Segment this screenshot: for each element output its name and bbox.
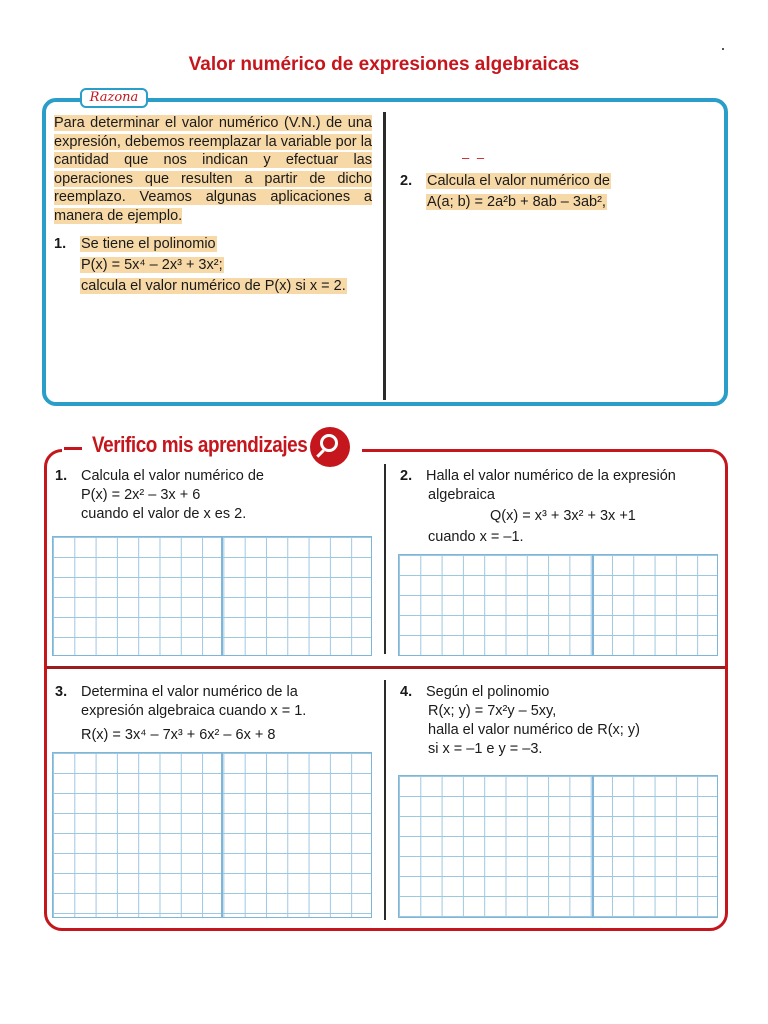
- answer-grid-2-midline: [592, 554, 594, 656]
- question-2-line1: Halla el valor numérico de la expresión: [426, 468, 676, 484]
- razona-item-2-number: 2.: [400, 173, 413, 189]
- question-4-line3: halla el valor numérico de R(x; y): [428, 722, 640, 738]
- verifico-title: Verifico mis aprendizajes: [92, 432, 308, 457]
- column-divider-top: [384, 464, 386, 654]
- question-3-number: 3.: [55, 684, 68, 700]
- question-2-line4: cuando x = –1.: [428, 529, 524, 545]
- question-3-line1: Determina el valor numérico de la: [81, 684, 298, 700]
- question-3: [55, 683, 306, 745]
- question-4-line4: si x = –1 e y = –3.: [428, 741, 543, 757]
- answer-grid-2[interactable]: [398, 554, 718, 656]
- question-1-line1: Calcula el valor numérico de: [81, 468, 264, 484]
- page-title: Valor numérico de expresiones algebraicas: [188, 54, 580, 75]
- answer-grid-3[interactable]: [52, 752, 372, 918]
- answer-grid-1-midline: [221, 536, 223, 656]
- question-4-line1: Según el polinomio: [426, 684, 550, 700]
- verifico-title-dash: [64, 447, 82, 450]
- dash-mark: – –: [462, 150, 487, 165]
- razona-item-2-line2: A(a; b) = 2a²b + 8ab – 3ab²,: [427, 194, 606, 210]
- column-divider-bottom: [384, 680, 386, 920]
- page-dot: [722, 48, 724, 50]
- answer-grid-1[interactable]: [52, 536, 372, 656]
- razona-item-2: [400, 171, 611, 213]
- razona-intro-text: Para determinar el valor numérico (V.N.) de una expresión, debemos reemplazar la variable por la cantidad que nos indican y efectuar las operaciones que resulten a partir de dicho reemplazo. Veamos algunas aplicaciones a manera de ejemplo.: [54, 115, 372, 224]
- question-1-line2: P(x) = 2x² – 3x + 6: [81, 487, 201, 503]
- razona-item-2-line1: Calcula el valor numérico de: [427, 173, 610, 189]
- question-4-number: 4.: [400, 684, 413, 700]
- question-3-line3: R(x) = 3x⁴ – 7x³ + 6x² – 6x + 8: [81, 727, 276, 743]
- razona-item-1: [54, 234, 347, 297]
- question-2-number: 2.: [400, 468, 413, 484]
- question-2-line2: algebraica: [428, 487, 495, 503]
- question-1-line3: cuando el valor de x es 2.: [81, 506, 247, 522]
- answer-grid-3-midline: [221, 752, 223, 918]
- razona-item-1-line3: calcula el valor numérico de P(x) si x = 2.: [81, 278, 346, 294]
- question-3-line2: expresión algebraica cuando x = 1.: [81, 703, 307, 719]
- question-2: [400, 467, 676, 547]
- question-4-line2: R(x; y) = 7x²y – 5xy,: [428, 703, 557, 719]
- row-divider: [47, 666, 725, 669]
- question-1: [55, 467, 264, 524]
- razona-divider: [383, 112, 386, 400]
- razona-item-1-line1: Se tiene el polinomio: [81, 236, 216, 252]
- razona-intro: [54, 114, 372, 225]
- question-4: [400, 683, 640, 759]
- question-1-number: 1.: [55, 468, 68, 484]
- razona-item-1-number: 1.: [54, 236, 67, 252]
- answer-grid-4-midline: [592, 775, 594, 918]
- razona-tab: Razona: [80, 88, 148, 108]
- razona-item-1-line2: P(x) = 5x⁴ – 2x³ + 3x²;: [81, 257, 223, 273]
- question-2-line3: Q(x) = x³ + 3x² + 3x +1: [490, 508, 636, 524]
- answer-grid-4[interactable]: [398, 775, 718, 918]
